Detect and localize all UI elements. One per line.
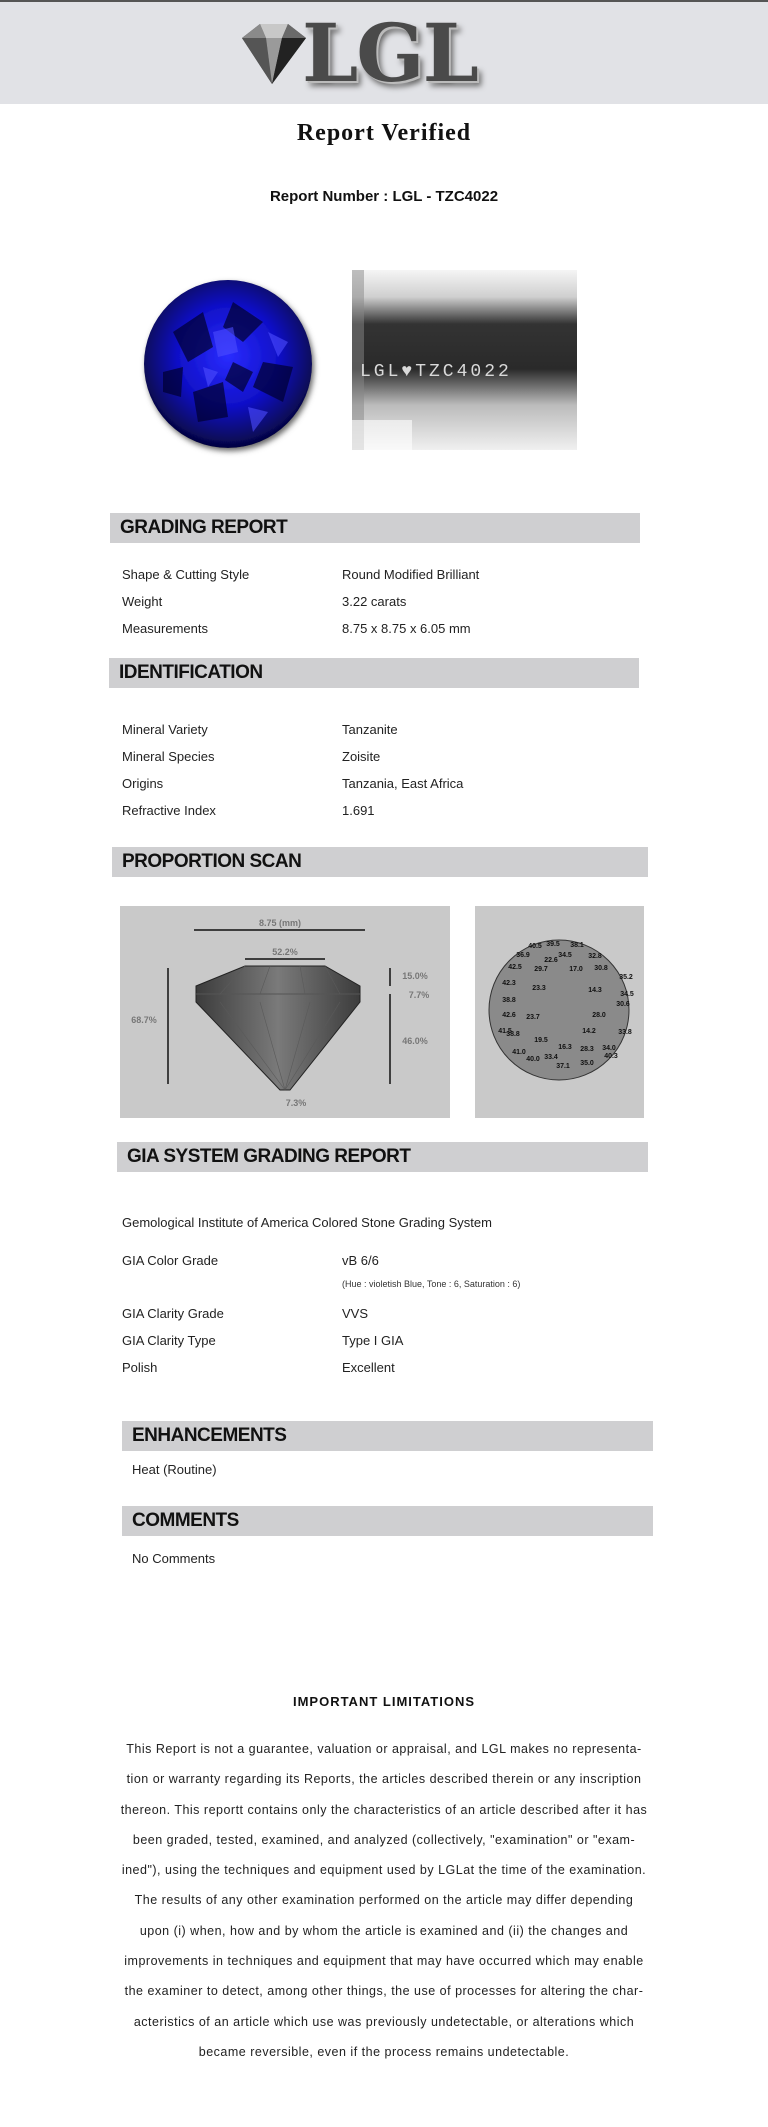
report-number: Report Number : LGL - TZC4022	[269, 188, 499, 205]
limitations-line: This Report is not a guarantee, valuation or appraisal, and LGL makes no representa-	[126, 1742, 642, 1756]
grading-label: Shape & Cutting Style	[122, 567, 250, 582]
top-view-value: 28.0	[592, 1012, 606, 1019]
limitations-line: tion or warranty regarding its Reports, the articles described therein or any inscription	[126, 1772, 642, 1787]
inscription-photo	[352, 270, 577, 450]
top-view-value: 23.7	[526, 1014, 540, 1021]
top-view-value: 40.0	[526, 1056, 540, 1063]
top-view-value: 16.3	[558, 1044, 572, 1051]
top-view-value: 23.3	[532, 985, 546, 992]
gia-heading: GIA SYSTEM GRADING REPORT	[117, 1142, 648, 1172]
top-view-value: 42.3	[502, 980, 516, 987]
top-view-value: 33.8	[618, 1029, 632, 1036]
logo-wordmark: LGL	[302, 6, 477, 100]
top-view-value: 34.5	[620, 991, 634, 998]
top-view-value: 14.2	[582, 1028, 596, 1035]
gia-color-note: (Hue : violetish Blue, Tone : 6, Saturation : 6)	[342, 1279, 521, 1289]
top-view-value: 19.5	[534, 1037, 548, 1044]
top-view-value: 34.0	[602, 1045, 616, 1052]
table-label: 52.2%	[272, 947, 298, 957]
grading-value: Round Modified Brilliant	[342, 567, 480, 582]
limitations-line: thereon. This reportt contains only the characteristics of an article described after it has	[120, 1802, 648, 1817]
top-view-value: 40.5	[528, 943, 542, 950]
identification-label: Refractive Index	[122, 803, 216, 818]
identification-label: Mineral Species	[122, 749, 215, 764]
comments-text: No Comments	[132, 1551, 216, 1566]
total-depth-label: 68.7%	[131, 1015, 157, 1025]
gia-label: GIA Clarity Type	[122, 1333, 216, 1348]
grading-report-heading: GRADING REPORT	[110, 513, 640, 543]
identification-value: Zoisite	[342, 749, 381, 764]
limitations-line: been graded, tested, examined, and analyzed (collectively, "examination" or "exam-	[132, 1832, 636, 1847]
top-view-value: 28.3	[580, 1046, 594, 1053]
top-view-value: 34.5	[558, 952, 572, 959]
gia-color-label: GIA Color Grade	[122, 1253, 219, 1268]
pavilion-label: 46.0%	[402, 1036, 428, 1046]
limitations-line: ined"), using the techniques and equipment used by LGLat the time of the examination.	[121, 1863, 647, 1878]
top-view-value: 39.5	[546, 941, 560, 948]
lgl-logo[interactable]	[232, 6, 492, 100]
inscription-text: LGL♥TZC4022	[360, 362, 512, 382]
gia-value: VVS	[342, 1306, 369, 1321]
top-view-value: 35.0	[580, 1060, 594, 1067]
proportion-scan-heading: PROPORTION SCAN	[112, 847, 648, 877]
enhancements-text: Heat (Routine)	[132, 1462, 217, 1477]
gia-label: Polish	[122, 1360, 158, 1375]
grading-label: Measurements	[122, 621, 208, 636]
girdle-label: 7.7%	[408, 990, 430, 1000]
identification-value: 1.691	[342, 803, 375, 818]
limitations-line: improvements in techniques and equipment that may have occurred which may enable	[124, 1954, 644, 1969]
page-title: Report Verified	[296, 120, 472, 146]
limitations-line: acteristics of an article which use was previously undetectable, or alterations which	[133, 2014, 635, 2029]
proportion-side-view	[120, 906, 450, 1118]
top-view-value: 29.7	[534, 966, 548, 973]
gia-value: Excellent	[342, 1360, 395, 1375]
proportion-top-view	[475, 906, 644, 1118]
gia-value: Type I GIA	[342, 1333, 404, 1348]
top-view-value: 30.6	[616, 1001, 630, 1008]
top-view-value: 14.3	[588, 987, 602, 994]
enhancements-heading: ENHANCEMENTS	[122, 1421, 653, 1451]
top-view-value: 38.1	[570, 942, 584, 949]
gia-color-value: vB 6/6	[342, 1253, 379, 1268]
identification-label: Mineral Variety	[122, 722, 208, 737]
identification-label: Origins	[122, 776, 164, 791]
top-view-value: 38.8	[506, 1031, 520, 1038]
top-view-value: 42.6	[502, 1012, 516, 1019]
top-view-value: 30.8	[594, 965, 608, 972]
crown-label: 15.0%	[402, 971, 428, 981]
top-view-value: 17.0	[569, 966, 583, 973]
limitations-text	[118, 1734, 650, 2067]
limitations-line: upon (i) when, how and by whom the article is examined and (ii) the changes and	[139, 1923, 629, 1938]
limitations-line: the examiner to detect, among other things, the use of processes for altering the char-	[124, 1984, 644, 1999]
gia-subtitle: Gemological Institute of America Colored Stone Grading System	[122, 1215, 492, 1230]
top-view-value: 40.3	[604, 1053, 618, 1060]
top-view-value: 42.5	[508, 964, 522, 971]
grading-value: 8.75 x 8.75 x 6.05 mm	[342, 621, 471, 636]
identification-heading: IDENTIFICATION	[109, 658, 639, 688]
grading-value: 3.22 carats	[342, 594, 407, 609]
limitations-heading: IMPORTANT LIMITATIONS	[292, 1694, 476, 1709]
diamond-icon	[232, 20, 312, 90]
top-view-value: 37.1	[556, 1063, 570, 1070]
diameter-label: 8.75 (mm)	[258, 918, 302, 928]
top-view-value: 22.6	[544, 957, 558, 964]
grading-label: Weight	[122, 594, 163, 609]
top-view-value: 36.9	[516, 952, 530, 959]
limitations-line: became reversible, even if the process remains undetectable.	[198, 2044, 570, 2059]
site-header	[0, 2, 768, 104]
top-view-value: 33.4	[544, 1054, 558, 1061]
gia-label: GIA Clarity Grade	[122, 1306, 224, 1321]
limitations-line: The results of any other examination performed on the article may differ depending	[134, 1893, 634, 1908]
top-view-value: 38.8	[502, 997, 516, 1004]
identification-value: Tanzanite	[342, 722, 398, 737]
top-view-value: 32.8	[588, 953, 602, 960]
culet-label: 7.3%	[285, 1098, 307, 1108]
comments-heading: COMMENTS	[122, 1506, 653, 1536]
identification-value: Tanzania, East Africa	[342, 776, 464, 791]
top-view-value: 41.0	[512, 1049, 526, 1056]
top-view-value: 41.5	[498, 1028, 512, 1035]
top-view-value: 35.2	[619, 974, 633, 981]
gemstone-photo	[133, 272, 325, 458]
